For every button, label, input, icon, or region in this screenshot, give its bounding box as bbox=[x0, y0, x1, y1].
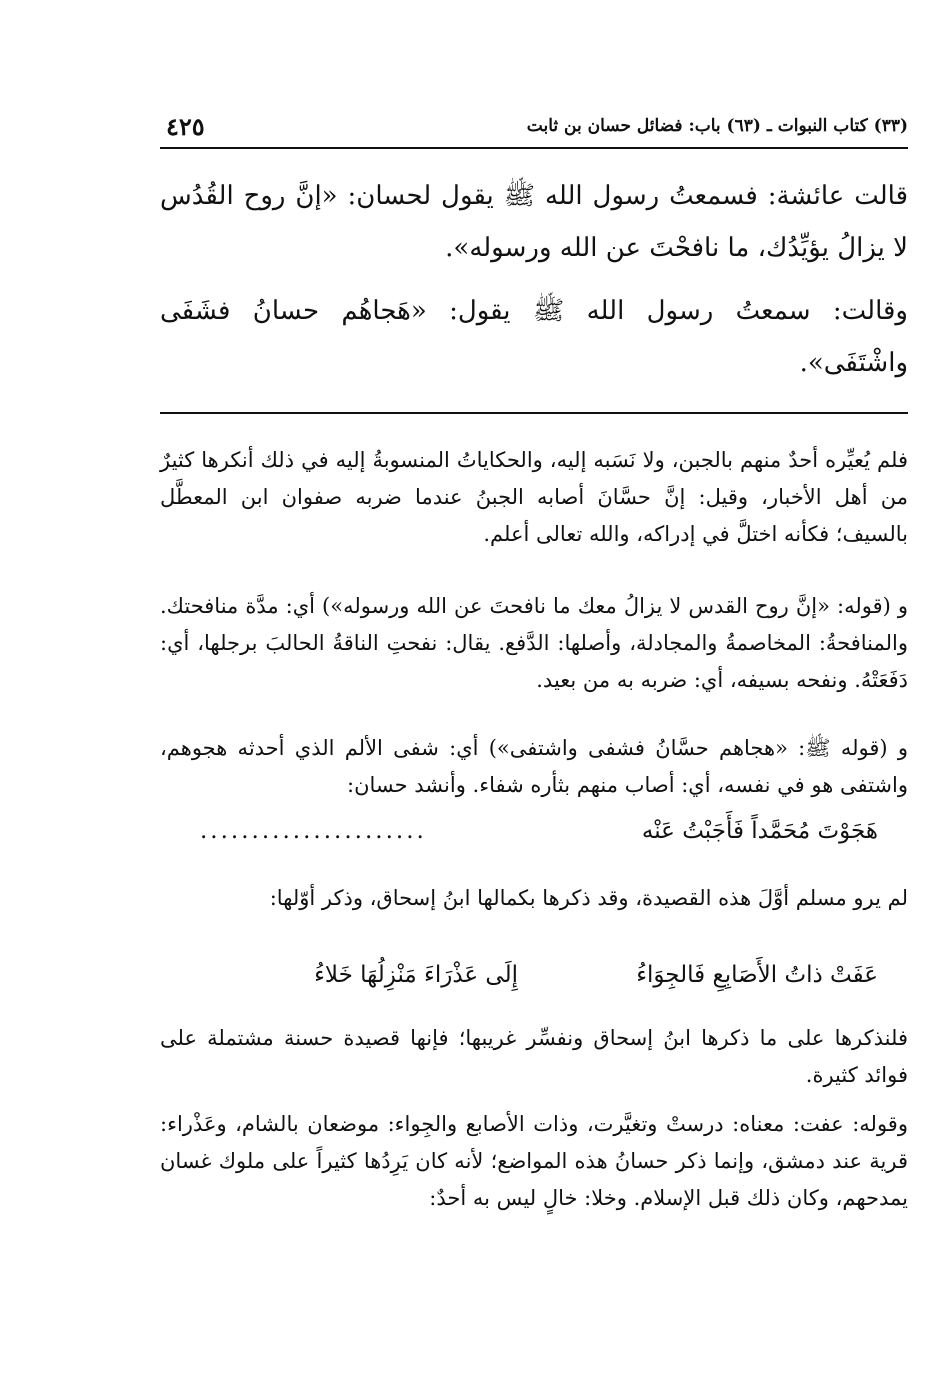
page-number: ٤٢٥ bbox=[166, 112, 205, 141]
hadith-paragraph-1: قالت عائشة: فسمعتُ رسول الله ﷺ يقول لحسان: «إنَّ روح القُدُس لا يزالُ يؤيِّدُك، ما نافحْتَ عن الله ورسوله». bbox=[160, 181, 908, 263]
commentary-text: وقوله: عفت: معناه: درستْ وتغيَّرت، وذات الأصابع والجِواء: موضعان بالشام، وعَذْراء: قرية عند دمشق، وإنما ذكر حسانُ هذه المواضع؛ لأنه كان يَرِدُها كثيراً على ملوك غسان يمدحهم، وكان ذلك قبل الإسلام. وخلا: خالٍ ليس به أحدٌ: bbox=[160, 1112, 908, 1210]
commentary-paragraph-3 bbox=[160, 730, 908, 804]
hadith-text bbox=[160, 170, 908, 274]
commentary-paragraph-4 bbox=[160, 880, 908, 917]
verse-first-hemistich: عَفَتْ ذاتُ الأَصَابِعِ فَالجِوَاءُ bbox=[636, 962, 878, 988]
poetry-verse-2 bbox=[160, 962, 908, 1002]
running-header bbox=[160, 112, 908, 142]
chapter-title: (٣٣) كتاب النبوات ـ (٦٣) باب: فضائل حسان بن ثابت bbox=[526, 116, 908, 136]
hadith-paragraph-2: وقالت: سمعتُ رسول الله ﷺ يقول: «هَجاهُم حسانُ فشَفَى واشْتَفَى». bbox=[160, 296, 908, 378]
poetry-verse-1 bbox=[160, 818, 908, 858]
verse-second-hemistich: إِلَى عَذْرَاءَ مَنْزِلُهَا خَلاءُ bbox=[314, 962, 518, 988]
verse-ellipsis: ...................... bbox=[200, 818, 427, 844]
commentary-paragraph-5 bbox=[160, 1020, 908, 1094]
commentary-text: و (قوله: «إنَّ روح القدس لا يزالُ معك ما نافحتَ عن الله ورسوله») أي: مدَّة منافحتك. والمنافحةُ: المخاصمةُ والمجادلة، وأصلها: الدَّفع. يقال: نفحتِ الناقةُ الحالبَ برجلها، أي: دَفَعَتْهُ. ونفحه بسيفه، أي: ضربه به من بعيد. bbox=[160, 594, 908, 692]
commentary-paragraph-2 bbox=[160, 588, 908, 699]
verse-hemistich: هَجَوْتَ مُحَمَّداً فَأَجَبْتُ عَنْه bbox=[641, 818, 878, 844]
commentary-text: فلم يُعيِّره أحدٌ منهم بالجبن، ولا نَسَبه إليه، والحكاياتُ المنسوبةُ إليه في ذلك أنكرها كثيرٌ من أهل الأخبار، وقيل: إنَّ حسَّانَ أصابه الجبنُ عندما ضربه صفوان ابن المعطَّل بالسيف؛ فكأنه اختلَّ في إدراكه، والله تعالى أعلم. bbox=[160, 448, 908, 546]
header-divider bbox=[160, 147, 908, 149]
commentary-paragraph-6 bbox=[160, 1106, 908, 1217]
hadith-text-2 bbox=[160, 285, 908, 389]
text-commentary-divider bbox=[160, 412, 908, 414]
commentary-text: فلنذكرها على ما ذكرها ابنُ إسحاق ونفسِّر غريبها؛ فإنها قصيدة حسنة مشتملة على فوائد كثيرة. bbox=[160, 1026, 908, 1087]
commentary-text: لم يرو مسلم أوَّلَ هذه القصيدة، وقد ذكرها بكمالها ابنُ إسحاق، وذكر أوّلها: bbox=[269, 886, 908, 910]
commentary-text: و (قوله ﷺ: «هجاهم حسَّانُ فشفى واشتفى») أي: شفى الألم الذي أحدثه هجوهم، واشتفى هو في نفسه، أي: أصاب منهم بثأره شفاء. وأنشد حسان: bbox=[160, 736, 908, 797]
commentary-paragraph-1 bbox=[160, 442, 908, 553]
